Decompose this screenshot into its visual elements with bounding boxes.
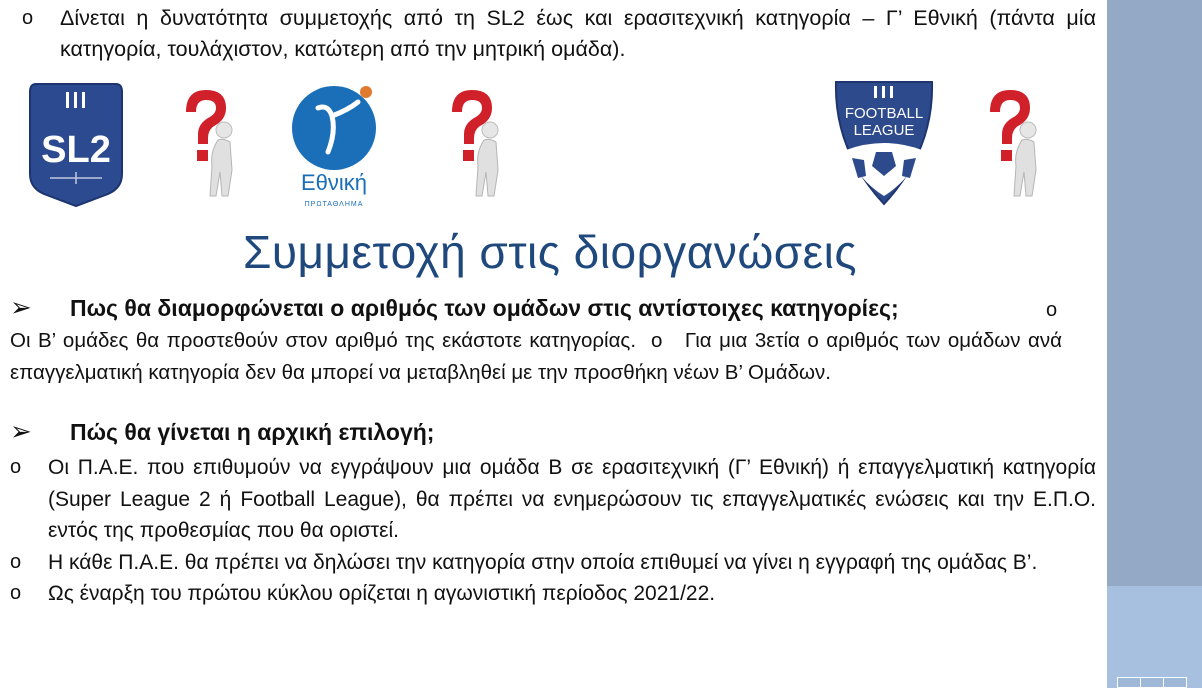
arrow-bullet-icon: ➢ xyxy=(10,292,32,322)
list-item-text: Ως έναρξη του πρώτου κύκλου ορίζεται η αγωνιστική περίοδος 2021/22. xyxy=(48,582,716,605)
list-bullet: o xyxy=(10,456,22,478)
football-league-text-2: LEAGUE xyxy=(853,122,915,139)
intro-bullet: o xyxy=(22,7,34,29)
section2-heading: Πώς θα γίνεται η αρχική επιλογή; xyxy=(70,419,435,445)
ethniki-logo-subtext: ΠΡΩΤΑΘΛΗΜΑ xyxy=(304,201,364,208)
list-item-text: Οι Π.Α.Ε. που επιθυμούν να εγγράψουν μια ομάδα Β σε ερασιτεχνική (Γ’ Εθνική) ή επαγγελματική κατηγορία (Super League 2 ή Football League), θα πρέπει να ενημερώσουν τις επαγγελματικές ενώσεις και την Ε.Π.Ο. εντός της προθεσμίας που θα οριστεί. xyxy=(48,456,1096,542)
ethniki-logo xyxy=(288,82,380,213)
sl2-logo-text: SL2 xyxy=(41,129,111,171)
section1-text-a: Οι Β’ ομάδες θα προστεθούν στον αριθμό της εκάστοτε κατηγορίας. xyxy=(10,329,637,352)
football-league-text-1: FOOTBALL xyxy=(844,105,924,122)
slide-thumbnail-table xyxy=(1117,677,1187,688)
section1-heading: Πως θα διαμορφώνεται ο αριθμός των ομάδων στις αντίστοιχες κατηγορίες; xyxy=(70,295,899,321)
section1-text-b: Για μια 3ετία ο αριθμός των ομάδων ανά επαγγελματική κατηγορία δεν θα μπορεί να μεταβληθεί με την προσθήκη νέων Β’ Ομάδων. xyxy=(10,329,1062,384)
arrow-bullet-icon: ➢ xyxy=(10,416,32,446)
football-league-logo xyxy=(830,80,938,211)
section2-list xyxy=(10,452,1096,610)
list-item-text: Η κάθε Π.Α.Ε. θα πρέπει να δηλώσει την κατηγορία στην οποία επιθυμεί να γίνει η εγγραφή της ομάδας Β’. xyxy=(48,550,1038,574)
slide-title: Συμμετοχή στις διοργανώσεις xyxy=(242,226,858,278)
sl2-logo xyxy=(28,82,124,213)
list-bullet: o xyxy=(10,550,22,573)
section1-paragraph xyxy=(10,325,1062,389)
ethniki-logo-text: Εθνική xyxy=(300,170,368,195)
list-item xyxy=(10,547,1096,579)
question-figure-icon xyxy=(982,86,1046,205)
section1-mid-bullet: o xyxy=(650,329,663,352)
section1-tail-bullet: o xyxy=(1046,299,1058,321)
slide-sidebar-band xyxy=(1107,0,1202,586)
intro-text: Δίνεται η δυνατότητα συμμετοχής από τη SL2 έως και ερασιτεχνική κατηγορία – Γ’ Εθνική (πάντα μία κατηγορία, τουλάχιστον, κατώτερη από την μητρική ομάδα). xyxy=(60,6,1096,61)
question-figure-icon xyxy=(444,86,508,205)
question-figure-icon xyxy=(178,86,242,205)
list-bullet: o xyxy=(10,582,22,604)
list-item xyxy=(10,452,1096,547)
list-item xyxy=(10,578,1096,610)
slide-sidebar-band-light xyxy=(1107,586,1202,688)
